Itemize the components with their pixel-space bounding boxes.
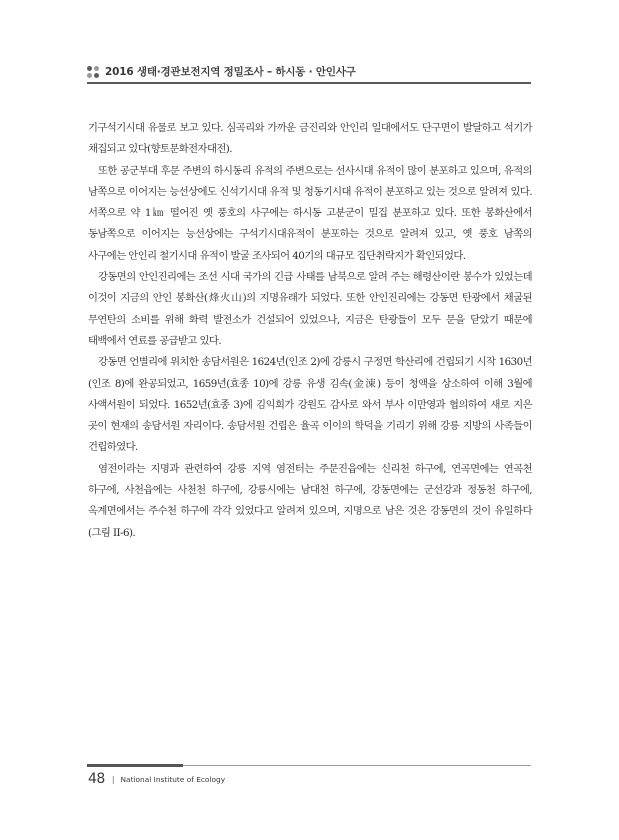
footer-institution: National Institute of Ecology <box>120 774 226 784</box>
running-header <box>87 64 531 79</box>
header-dot <box>94 73 99 78</box>
paragraph: 또한 공군부대 후문 주변의 하시동리 유적의 주변으로는 선사시대 유적이 많이 분포하고 있으며, 유적의 남쪽으로 이어지는 능선상에도 신석기시대 유적 및 청동기시대 유적이 분포하고 있는 것으로 알려져 있다. 서쪽으로 약 1㎞ 떨어진 옛 풍호의 사구에는 하시동 고분군이 밀집 분포하고 있다. 또한 봉화산에서 동남쪽으로 이어지는 능선상에는 구석기시대유적이 분포하는 것으로 알려져 있고, 옛 풍호 남쪽의 사구에는 안인리 철기시대 유적이 발굴 조사되어 40기의 대규모 집단취락지가 확인되었다. <box>88 164 532 262</box>
header-dot <box>94 66 99 71</box>
paragraph: 염전이라는 지명과 관련하여 강릉 지역 염전터는 주문진읍에는 신리천 하구에, 연곡면에는 연곡천 하구에, 사천읍에는 사천천 하구에, 강릉시에는 남대천 하구에, 강동면에는 군선강과 정동천 하구에, 옥계면에서는 주수천 하구에 각각 있었다고 알려져 있으며, 지명으로 남은 것은 강동면의 것이 유일하다(그림 II-6). <box>88 462 532 539</box>
header-title: 2016 생태·경관보전지역 정밀조사 – 하시동 · 안인사구 <box>105 66 356 78</box>
footer-rule-accent <box>87 764 183 767</box>
header-dot <box>87 66 92 71</box>
paragraph-continuation: 기구석기시대 유물로 보고 있다. 심곡리와 가까운 금진리와 안인리 일대에서도 단구면이 발달하고 석기가 채집되고 있다(향토문화전자대전). <box>88 122 532 156</box>
page-number: 48 <box>88 771 105 787</box>
header-rule <box>87 82 531 84</box>
footer-separator: | <box>111 774 115 784</box>
paragraph: 강동면의 안인진리에는 조선 시대 국가의 긴급 사태를 남북으로 알려 주는 해령산이란 봉수가 있었는데 이것이 지금의 안인 봉화산(烽火山)의 지명유래가 되었다. 또한 안인진리에는 강동면 탄광에서 채굴된 무연탄의 소비를 위해 화력 발전소가 건설되어 있었으나, 지금은 탄광들이 모두 문을 닫았기 때문에 태백에서 연료를 공급받고 있다. <box>88 271 532 347</box>
header-dot <box>87 73 92 78</box>
page-footer <box>88 771 225 787</box>
header-dots-icon <box>87 66 99 78</box>
paragraph: 강동면 언별리에 위치한 송담서원은 1624년(인조 2)에 강릉시 구정면 학산리에 건립되기 시작 1630년(인조 8)에 완공되었고, 1659년(효종 10)에 강릉 유생 김속(金涑) 등이 청액을 상소하여 이해 3월에 사액서원이 되었다. 1652년(효종 3)에 김익희가 강원도 감사로 와서 부사 이만영과 협의하여 새로 지은 곳이 현재의 송담서원 자리이다. 송담서원 건립은 율곡 이이의 학덕을 기리기 위해 강릉 지방의 사족들이 건립하였다. <box>88 356 532 454</box>
body-text <box>88 118 532 544</box>
